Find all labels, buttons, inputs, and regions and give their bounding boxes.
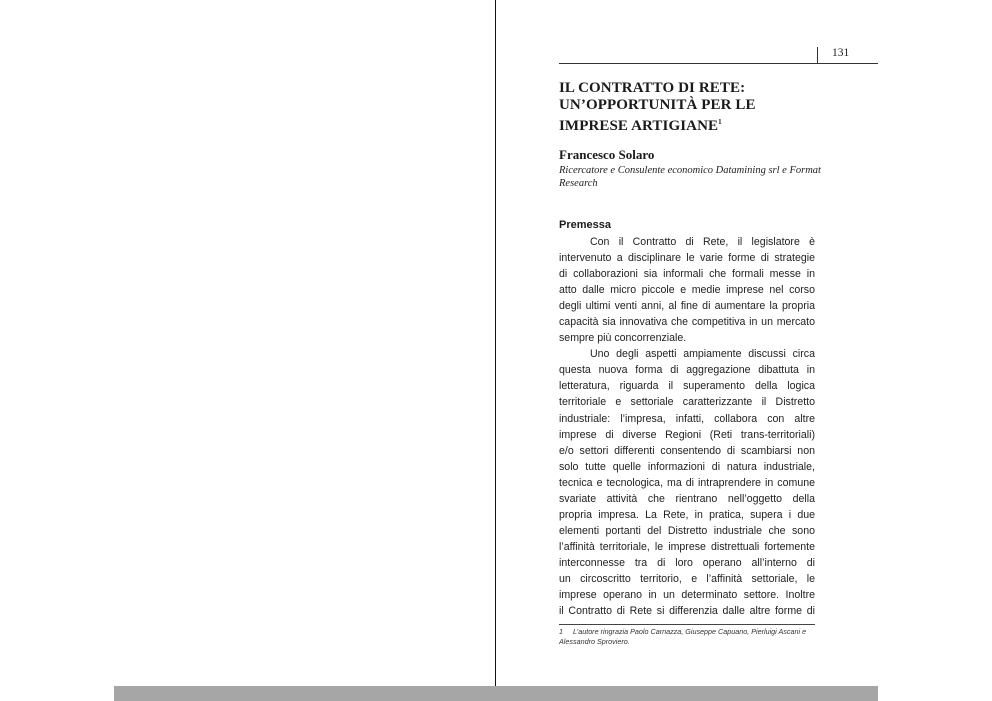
- body-line: imprese operano in un determinato settore. Inoltre: [559, 589, 815, 602]
- footnote-line: Alessandro Sproviero.: [559, 637, 630, 646]
- body-line: tecnica e tecnologica, ma di intraprendere in comune: [559, 476, 815, 489]
- body-line: solo tutte quelle informazioni di natura industriale,: [559, 460, 815, 473]
- body-line: svariate attività che rientrano nell’oggetto della: [559, 492, 815, 505]
- body-line: territoriale e settoriale caratterizzante il Distretto: [559, 396, 815, 409]
- title-line: IL CONTRATTO DI RETE:: [559, 80, 746, 96]
- body-line: atto dalle micro piccole e medie imprese nel corso: [559, 284, 815, 297]
- title-footnote-marker[interactable]: 1: [718, 118, 722, 126]
- section-heading: Premessa: [559, 219, 611, 231]
- article-title: [559, 80, 859, 135]
- body-line: Con il Contratto di Rete, il legislatore è: [590, 236, 815, 248]
- body-line: un circoscritto territorio, e l’affinità settoriale, le: [559, 572, 815, 585]
- footnote-line: [559, 627, 817, 637]
- footnote-text: L’autore ringrazia Paolo Carnazza, Giuseppe Capuano, Pierluigi Ascani e: [573, 627, 807, 636]
- body-line: propria impresa. La Rete, in pratica, supera i due: [559, 508, 815, 521]
- header-rule: [559, 63, 878, 64]
- body-line: Uno degli aspetti ampiamente discussi circa: [590, 348, 815, 361]
- footnote: [559, 627, 817, 647]
- title-line: [559, 114, 859, 135]
- body-line: di collaborazioni sia informali che formali messe in: [559, 268, 815, 281]
- body-line: degli ultimi venti anni, al fine di aumentare la propria: [559, 300, 815, 313]
- footnote-number: 1: [559, 627, 563, 636]
- body-line: il Contratto di Rete si differenzia dalle altre forme di: [559, 605, 815, 618]
- body-line: imprese di diverse Regioni (Reti trans-territoriali): [559, 428, 815, 441]
- body-line: elementi portanti del Distretto industriale che sono: [559, 524, 815, 537]
- title-line: UN’OPPORTUNITÀ PER LE: [559, 97, 756, 113]
- body-line: letteratura, riguarda il superamento della logica: [559, 380, 815, 393]
- title-line-text: IMPRESE ARTIGIANE: [559, 118, 719, 134]
- body-text: [559, 234, 815, 619]
- affiliation-line: Research: [559, 178, 598, 189]
- page-number: 131: [832, 47, 850, 59]
- page-gutter-line: [495, 0, 496, 701]
- footer-bar: [114, 686, 878, 701]
- body-line: sempre più concorrenziale.: [559, 332, 687, 345]
- body-line: l’affinità territoriale, le imprese distrettuali fortemente: [559, 540, 815, 553]
- body-line: questa nuova forma di aggregazione dibattuta in: [559, 364, 815, 377]
- footnote-rule: [559, 624, 815, 625]
- body-line: interconnesse tra di loro operano all’interno di: [559, 556, 815, 569]
- author-name: Francesco Solaro: [559, 147, 655, 162]
- body-line: capacità sia innovativa che competitiva in un mercato: [559, 316, 815, 329]
- body-line: e/o settori differenti consentendo di scambiarsi non: [559, 444, 815, 457]
- body-line: industriale: l’impresa, infatti, collabora con altre: [559, 412, 815, 425]
- body-line: intervenuto a disciplinare le varie forme di strategie: [559, 252, 815, 265]
- header-separator-tick: [817, 47, 818, 64]
- affiliation-line: Ricercatore e Consulente economico Datamining srl e Format: [559, 165, 821, 176]
- author-affiliation: [559, 164, 821, 190]
